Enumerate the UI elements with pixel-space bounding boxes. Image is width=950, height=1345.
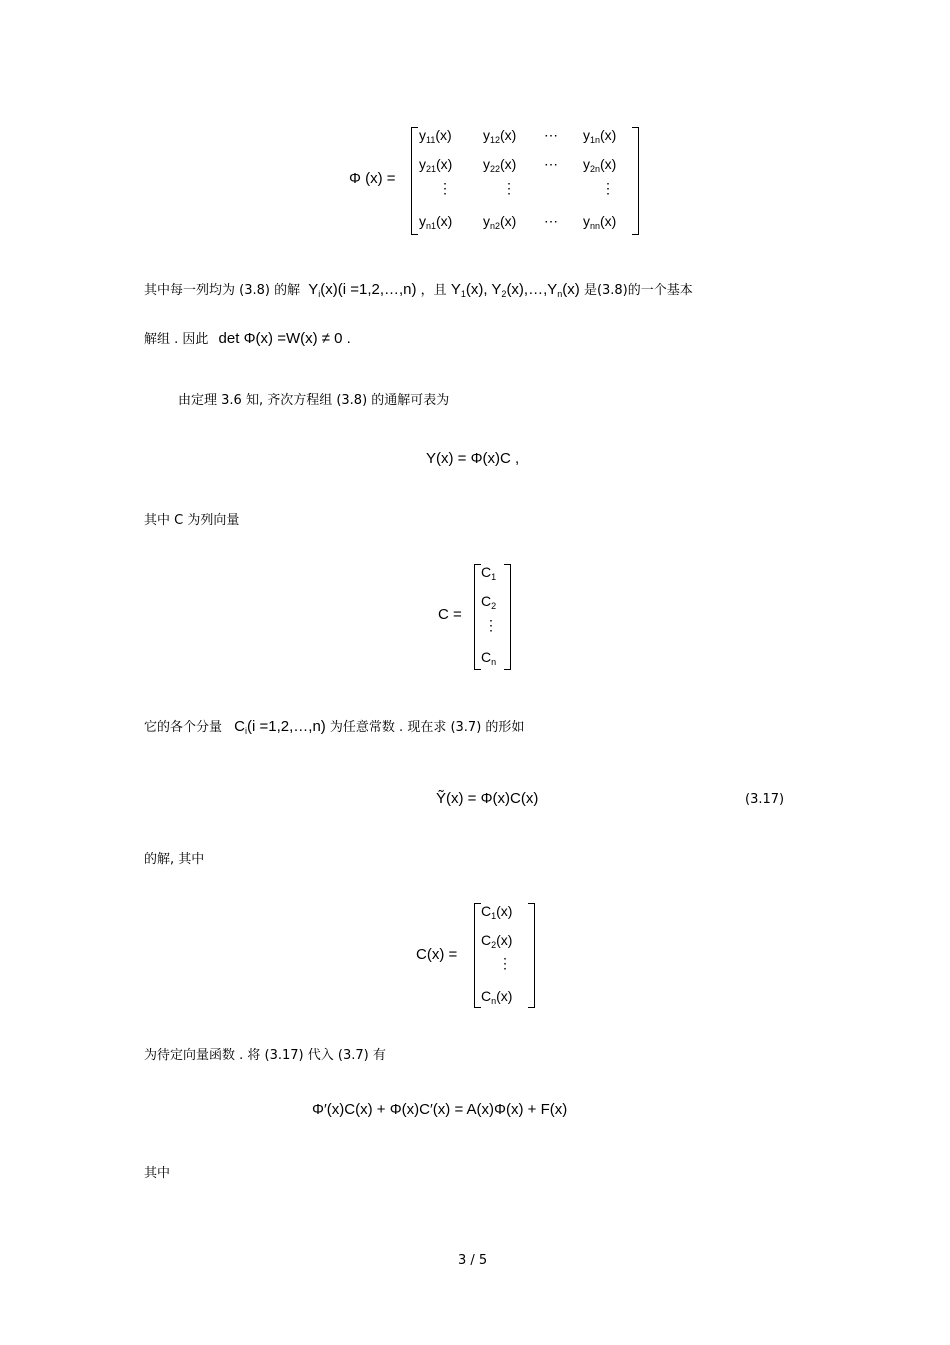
equation-3-17: Ỹ(x) = Φ(x)C(x)	[436, 790, 539, 807]
p1-text-c: 是(3.8)的一个基本	[583, 283, 693, 298]
page-number: 3 / 5	[458, 1253, 488, 1268]
hdots: ⋯	[544, 213, 558, 229]
vector-cx-lhs: C(x) =	[416, 946, 458, 963]
right-bracket	[504, 564, 511, 670]
vector-entry: $C_n$	[481, 649, 497, 667]
matrix-cell: $y_{21}(x)$	[419, 156, 453, 174]
vdots: ⋮	[601, 180, 615, 196]
matrix-cell: $y_{22}(x)$	[483, 156, 517, 174]
vector-entry: $C_n(x)$	[481, 988, 513, 1006]
paragraph-4	[144, 509, 239, 528]
paragraph-7	[144, 1044, 386, 1063]
equation-number: (3.17)	[745, 792, 785, 807]
p1-math-a: $Y_i(x)(i$ =1,2,…,n)	[308, 281, 417, 299]
matrix-cell: $y_{n1}(x)$	[419, 213, 453, 231]
p7-text: 为待定向量函数 . 将 (3.17) 代入 (3.7) 有	[144, 1048, 386, 1063]
p1-math-b: $Y_1(x)$, $Y_2(x),\dots,Y_n(x)$	[450, 281, 580, 299]
paragraph-3	[178, 389, 449, 408]
p6-text: 的解, 其中	[144, 852, 205, 867]
left-bracket	[411, 127, 418, 235]
equation-general-solution: Y(x) = Φ(x)C ,	[426, 450, 520, 467]
matrix-cell: $y_{11}(x)$	[419, 127, 452, 145]
vector-entry: $C_2$	[481, 593, 497, 611]
p2-math-a: det Φ(x) =W(x) ≠ 0 .	[218, 330, 351, 347]
matrix-cell: $y_{2n}(x)$	[583, 156, 617, 174]
matrix-cell: $y_{nn}(x)$	[583, 213, 617, 231]
equation-substitution: Φ′(x)C(x) + Φ(x)C′(x) = A(x)Φ(x) + F(x)	[312, 1101, 568, 1118]
right-bracket	[632, 127, 639, 235]
p3-text: 由定理 3.6 知, 齐次方程组 (3.8) 的通解可表为	[178, 393, 450, 408]
paragraph-1	[144, 279, 693, 299]
p5-math-a: $C_i(i$ =1,2,…,n)	[234, 718, 326, 736]
hdots: ⋯	[544, 127, 558, 143]
matrix-phi-lhs: Φ (x) =	[349, 170, 396, 187]
p2-text-a: 解组 . 因此	[144, 332, 209, 347]
p4-text: 其中 C 为列向量	[144, 513, 240, 528]
left-bracket	[474, 564, 481, 670]
matrix-cell: $y_{n2}(x)$	[483, 213, 517, 231]
paragraph-2	[144, 328, 351, 347]
p5-text-b: 为任意常数 . 现在求 (3.7) 的形如	[329, 720, 525, 735]
vector-entry: $C_1(x)$	[481, 903, 513, 921]
paragraph-6	[144, 848, 204, 867]
vdots: ⋮	[502, 180, 516, 196]
matrix-cell: $y_{12}(x)$	[483, 127, 517, 145]
vector-c-lhs: C =	[438, 606, 462, 623]
right-bracket	[528, 903, 535, 1008]
vector-entry: $C_1$	[481, 564, 497, 582]
paragraph-8	[144, 1162, 170, 1181]
vdots: ⋮	[498, 955, 512, 971]
p5-text-a: 它的各个分量	[144, 720, 223, 735]
vector-entry: $C_2(x)$	[481, 932, 513, 950]
p1-text-a: 其中每一列均为 (3.8) 的解	[144, 283, 301, 298]
matrix-cell: $y_{1n}(x)$	[583, 127, 617, 145]
p8-text: 其中	[144, 1166, 171, 1181]
p1-text-b: ，且	[420, 283, 447, 298]
vdots: ⋮	[438, 180, 452, 196]
hdots: ⋯	[544, 156, 558, 172]
vdots: ⋮	[484, 617, 498, 633]
paragraph-5	[144, 716, 524, 736]
left-bracket	[474, 903, 481, 1008]
